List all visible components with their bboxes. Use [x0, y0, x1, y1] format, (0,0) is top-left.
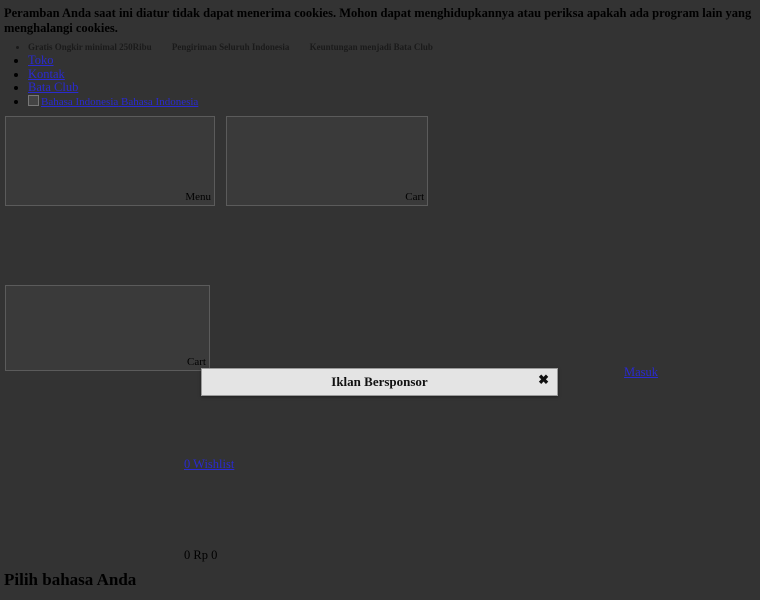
nav-link-toko[interactable]: Toko — [28, 53, 54, 67]
mid-section — [0, 285, 760, 371]
cart-panel-label: Cart — [187, 356, 206, 368]
header-boxes — [0, 116, 760, 208]
promo-item-2-label: Keuntungan menjadi Bata Club — [309, 42, 433, 52]
cart-total: 0 Rp 0 — [184, 548, 218, 562]
language-alt-text: Bahasa Indonesia — [41, 95, 119, 108]
ad-modal-title: Iklan Bersponsor — [331, 374, 428, 389]
login-link[interactable]: Masuk — [624, 365, 659, 379]
cart-button[interactable] — [226, 116, 428, 206]
close-icon[interactable]: ✖ — [538, 372, 549, 387]
menu-button-label: Menu — [185, 191, 211, 204]
promo-item-0 — [28, 42, 750, 52]
main-nav — [0, 54, 760, 108]
cart-button-label: Cart — [405, 191, 425, 204]
nav-item-kontak[interactable] — [28, 68, 760, 82]
nav-item-bata-club[interactable] — [28, 81, 760, 95]
cookie-notice: Peramban Anda saat ini diatur tidak dapat menerima cookies. Mohon dapat menghidupkannya atau periksa apakah ada program lain yang menghalangi cookies. — [4, 6, 752, 35]
language-label: Bahasa Indonesia — [121, 95, 199, 108]
nav-item-toko[interactable] — [28, 54, 760, 68]
nav-link-kontak[interactable]: Kontak — [28, 66, 65, 81]
promo-bar — [0, 42, 760, 52]
menu-button[interactable] — [5, 116, 215, 206]
ad-modal — [201, 368, 558, 396]
promo-item-0-label: Gratis Ongkir minimal 250Ribu — [28, 42, 152, 52]
nav-link-bata-club[interactable]: Bata Club — [28, 80, 79, 94]
language-heading: Pilih bahasa Anda — [4, 570, 137, 589]
language-switcher-link[interactable] — [28, 95, 198, 109]
nav-item-language[interactable] — [28, 95, 760, 109]
promo-item-1-label: Pengiriman Seluruh Indonesia — [171, 42, 290, 52]
wishlist-link[interactable]: 0 Wishlist — [184, 457, 235, 471]
broken-image-icon — [28, 95, 39, 106]
cart-panel[interactable] — [5, 285, 210, 371]
